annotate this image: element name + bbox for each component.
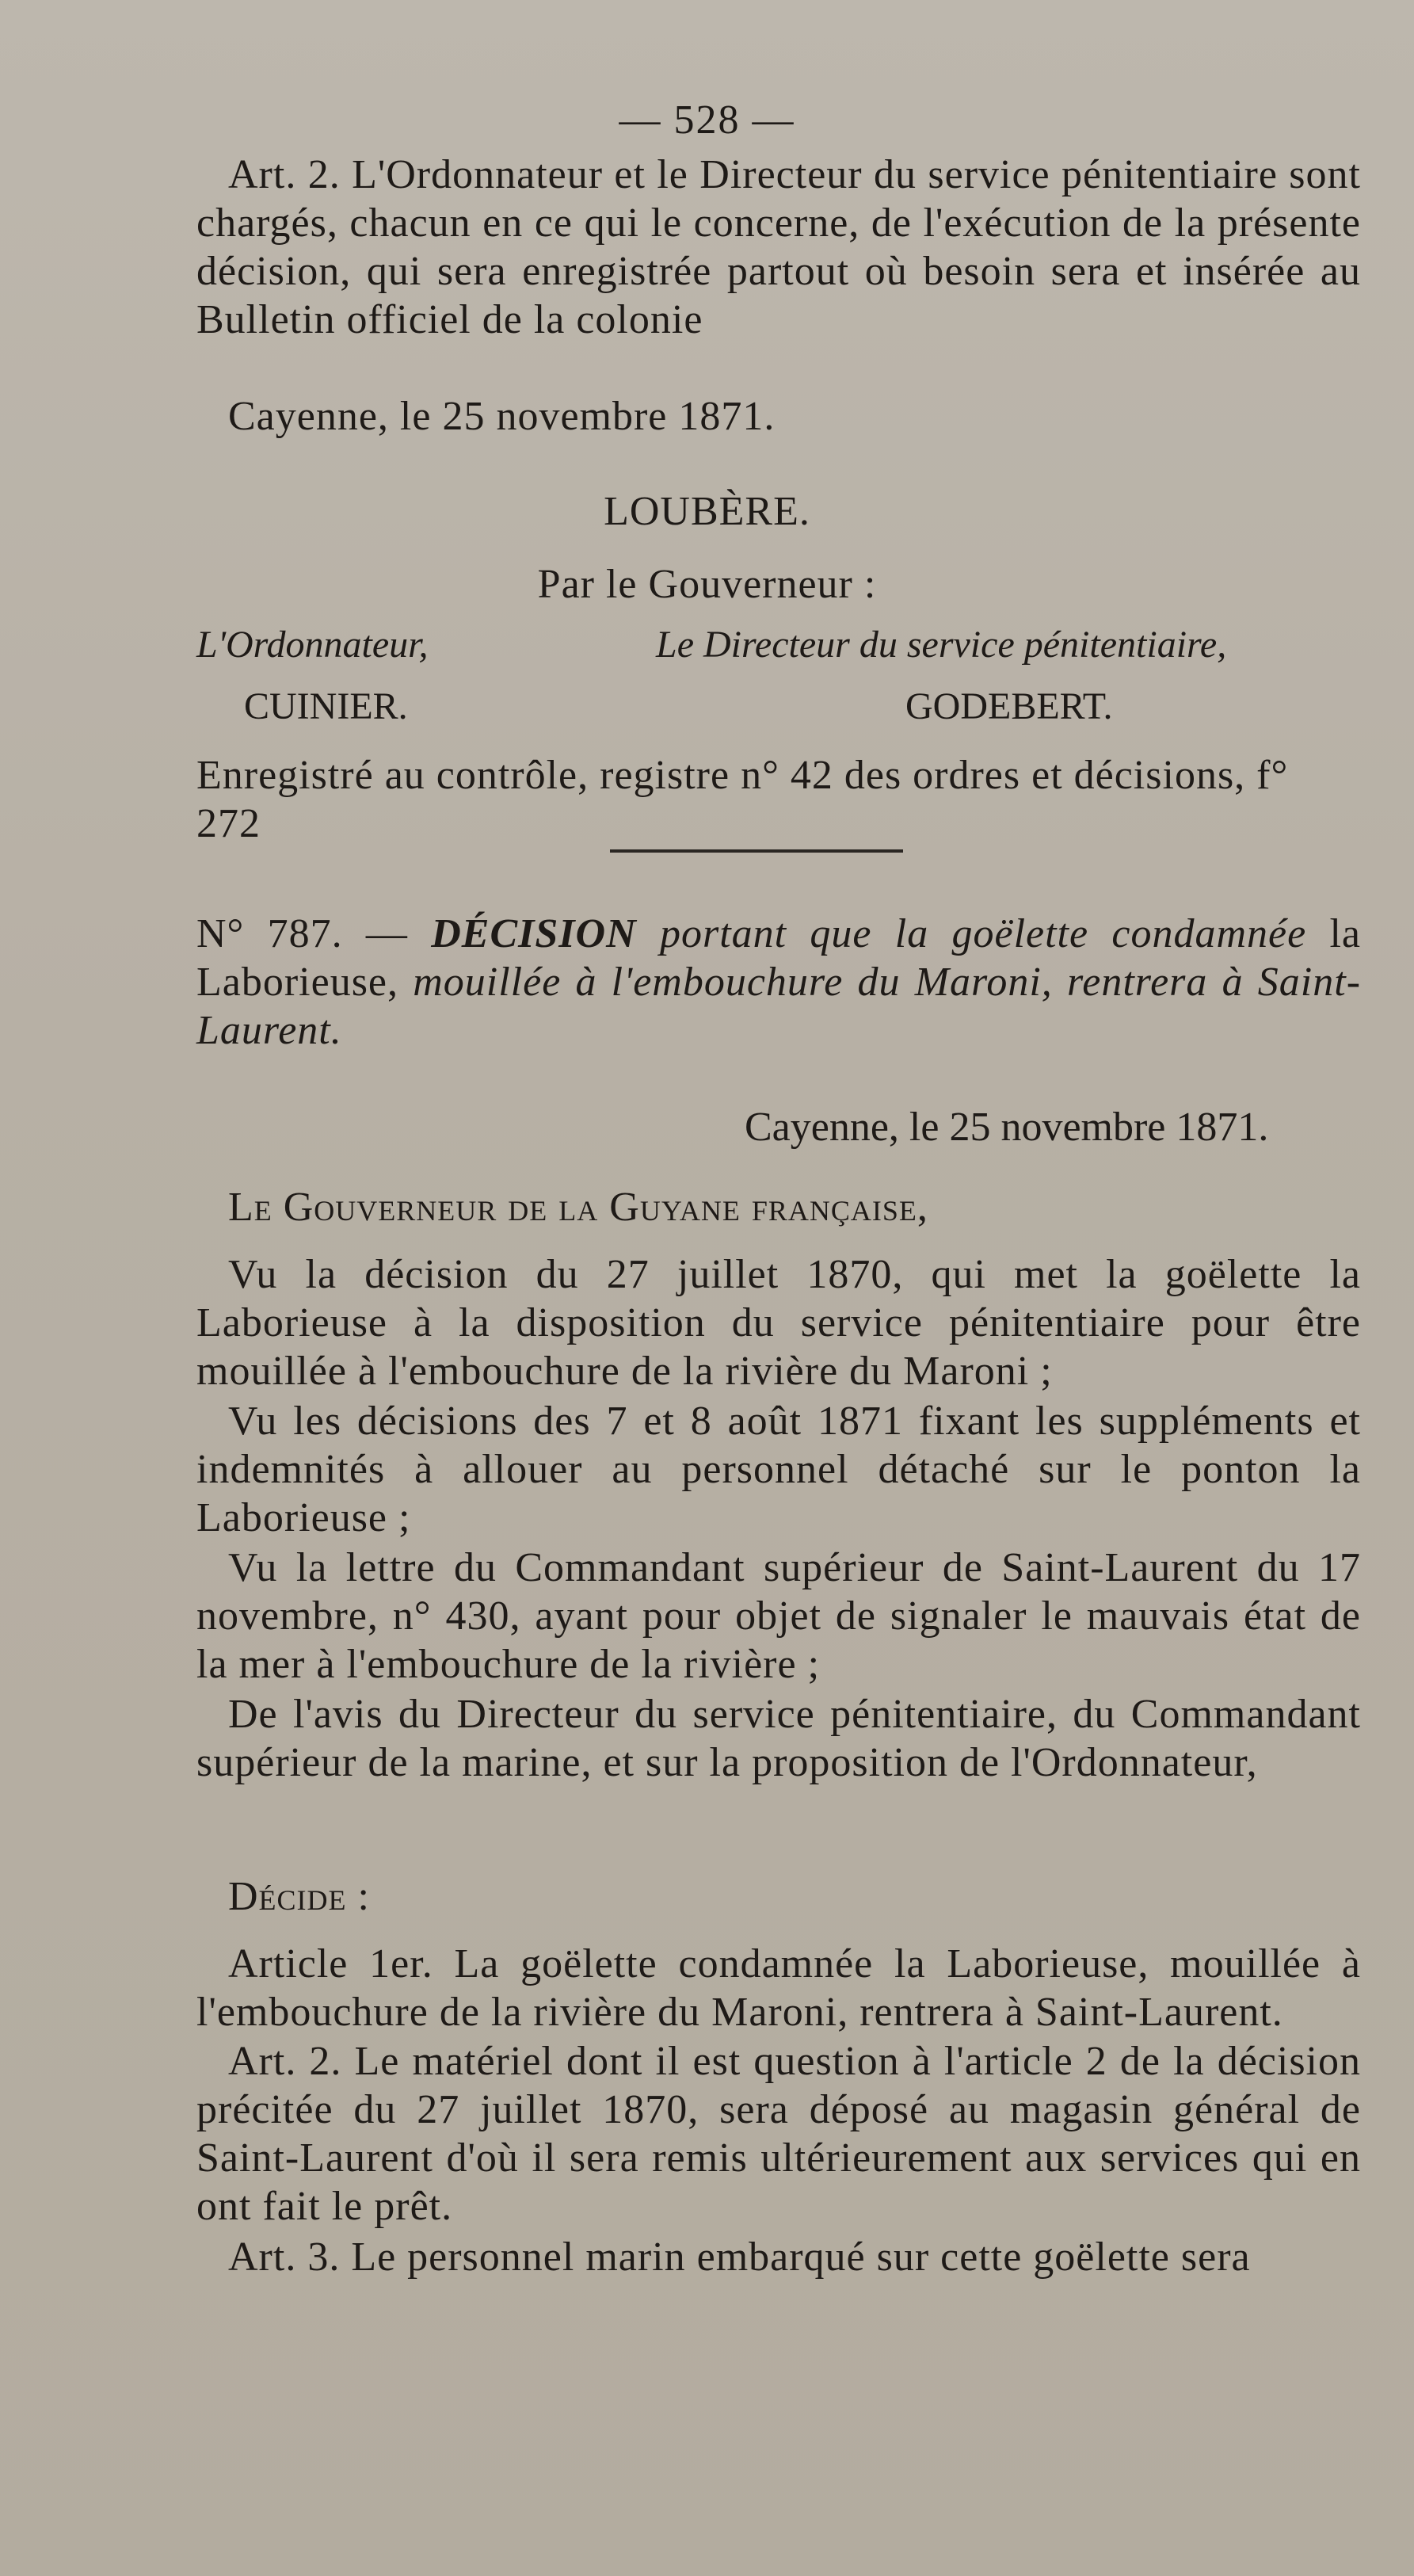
decision-title	[196, 910, 1361, 1055]
decision-number: N° 787. —	[196, 911, 408, 956]
decision-title-vessel: la Laborieuse,	[196, 911, 1361, 1005]
dateline: Cayenne, le 25 novembre 1871.	[228, 394, 776, 439]
par-le-gouverneur: Par le Gouverneur :	[537, 562, 877, 607]
article-2-paragraph: Art. 2. L'Ordonnateur et le Directeur du service pénitentiaire sont chargés, chacun en ce qui le concerne, de l'exécution de la présente décision, qui sera enregistrée partout où besoin sera et insérée au Bulletin officiel de la colonie	[196, 152, 1361, 342]
decision-keyword: DÉCISION	[431, 911, 637, 956]
article-1: Article 1er. La goëlette condamnée la Laborieuse, mouillée à l'embouchure de la rivière du Maroni, rentrera à Saint-Laurent.	[196, 1941, 1361, 2035]
page-number: — 528 —	[619, 97, 795, 143]
article-3: Art. 3. Le personnel marin embarqué sur cette goëlette sera	[228, 2234, 1251, 2280]
decision-title-part1: portant que la goëlette condamnée	[659, 911, 1307, 956]
directeur-name: GODEBERT.	[905, 685, 1113, 727]
opening-line	[196, 1183, 1361, 1231]
ordonnateur-title: L'Ordonnateur,	[196, 624, 429, 666]
directeur-title: Le Directeur du service pénitentiaire,	[656, 624, 1227, 666]
article-2: Art. 2. Le matériel dont il est question à l'article 2 de la décision précitée du 27 juillet 1870, sera déposé au magasin général de Saint-Laurent d'où il sera remis ultérieurement aux services qui en ont fait le prêt.	[196, 2039, 1361, 2229]
registration-note: Enregistré au contrôle, registre n° 42 des ordres et décisions, f° 272	[196, 753, 1289, 846]
vu-paragraph-3: Vu la lettre du Commandant supérieur de Saint-Laurent du 17 novembre, n° 430, ayant pour objet de signaler le mauvais état de la mer à l'embouchure de la rivière ;	[196, 1545, 1361, 1687]
ordonnateur-name: CUINIER.	[244, 685, 408, 727]
decide-heading: Décide :	[228, 1874, 370, 1919]
decision-title-part2: mouillée à l'embouchure du Maroni, rentrera à Saint-Laurent.	[196, 960, 1362, 1053]
opening-text: Le Gouverneur de la Guyane française,	[228, 1185, 928, 1230]
vu-paragraph-2: Vu les décisions des 7 et 8 août 1871 fixant les suppléments et indemnités à allouer au personnel détaché sur le ponton la Laborieuse ;	[196, 1399, 1361, 1540]
governor-signature: LOUBÈRE.	[604, 489, 810, 534]
decision-dateline: Cayenne, le 25 novembre 1871.	[745, 1105, 1269, 1150]
vu-paragraph-1: Vu la décision du 27 juillet 1870, qui met la goëlette la Laborieuse à la disposition du service pénitentiaire pour être mouillée à l'embouchure de la rivière du Maroni ;	[196, 1252, 1361, 1394]
section-divider	[610, 849, 903, 853]
avis-paragraph: De l'avis du Directeur du service pénitentiaire, du Commandant supérieur de la marine, et sur la proposition de l'Ordonnateur,	[196, 1692, 1361, 1785]
